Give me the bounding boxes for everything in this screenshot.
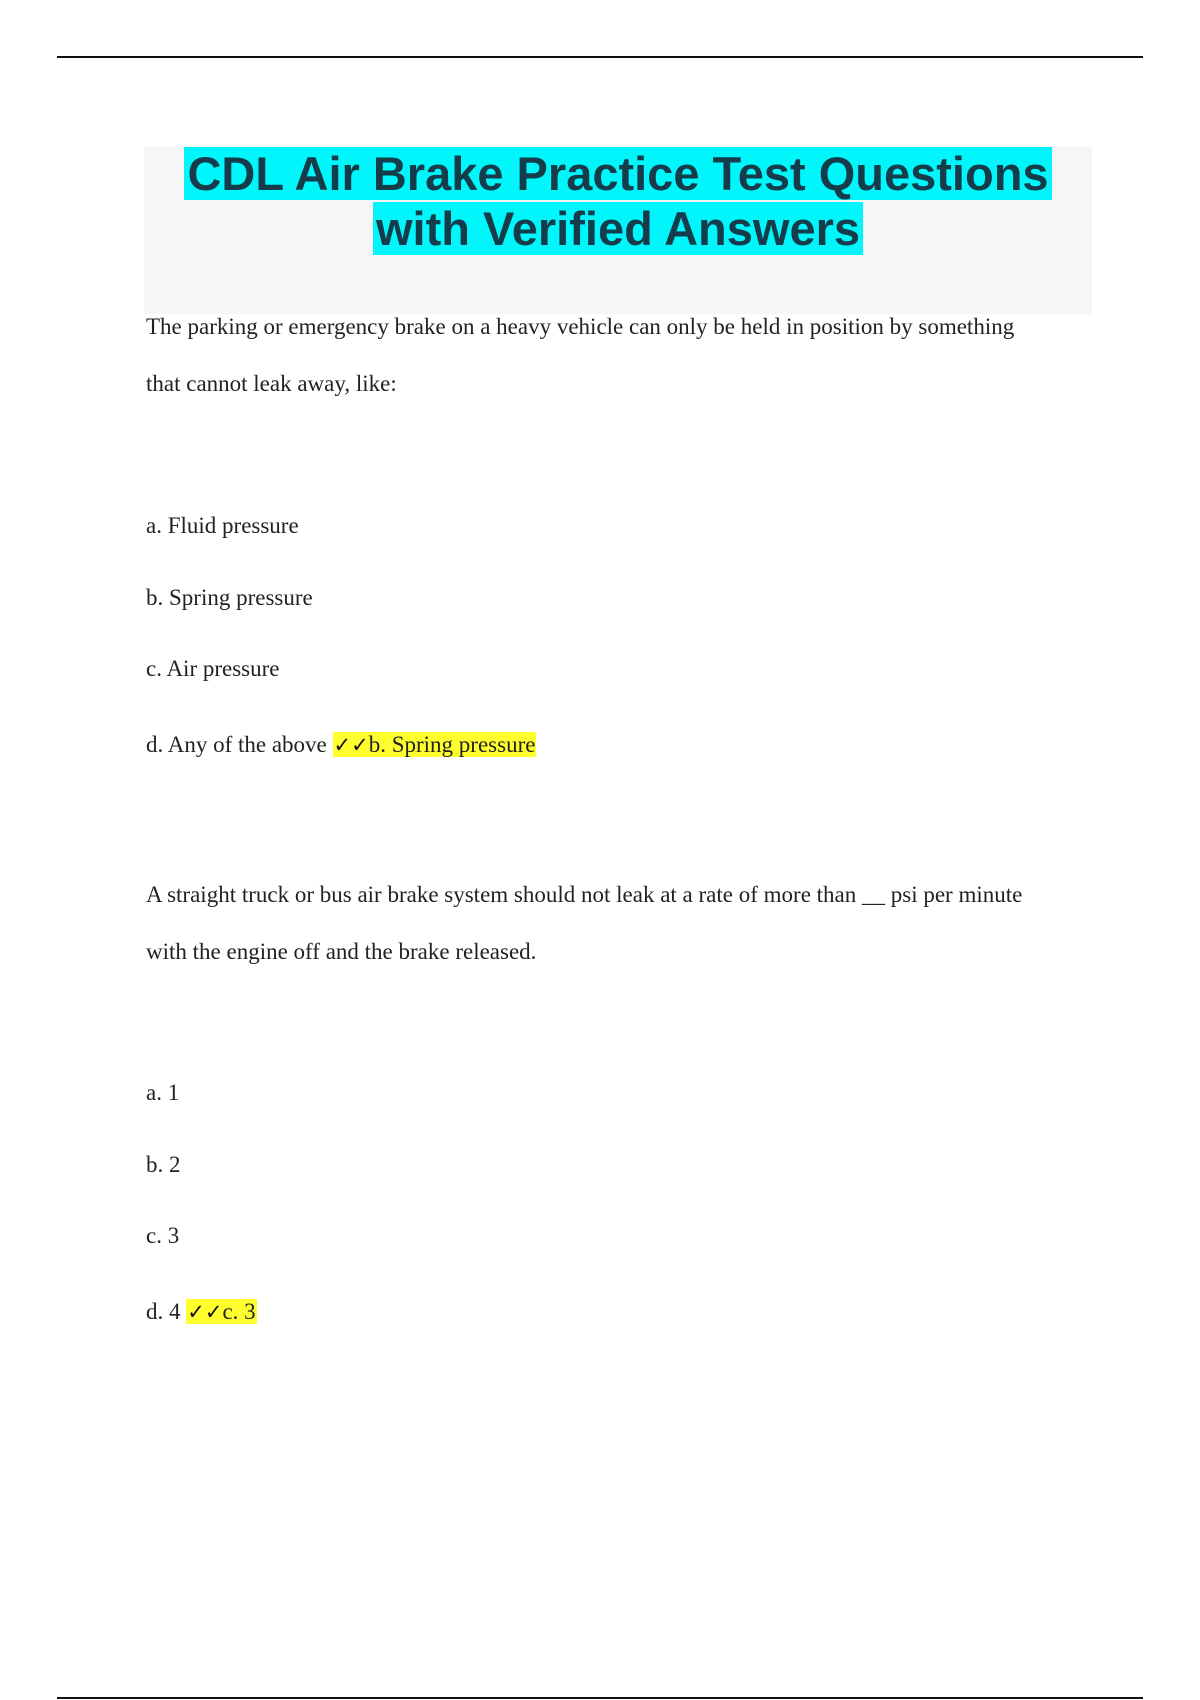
question-1-option-b: b. Spring pressure	[146, 585, 313, 610]
question-2-text-line-1: A straight truck or bus air brake system should not leak at a rate of more than __ psi per minute	[146, 882, 1023, 907]
question-2-option-d-row	[146, 1297, 257, 1327]
question-2-option-b: b. 2	[146, 1152, 181, 1177]
question-1-answer	[333, 732, 537, 757]
title-line-2: with Verified Answers	[373, 202, 863, 255]
title-banner	[144, 146, 1092, 314]
question-1-text-line-2: that cannot leak away, like:	[146, 371, 397, 396]
question-1-option-c: c. Air pressure	[146, 656, 280, 681]
question-1-option-d-row	[146, 730, 536, 760]
question-1-answer-text: b. Spring pressure	[368, 732, 536, 757]
question-2-text-line-2: with the engine off and the brake released.	[146, 939, 537, 964]
page-title	[144, 146, 1092, 256]
question-1-option-a: a. Fluid pressure	[146, 513, 299, 538]
double-check-icon: ✓✓	[187, 1300, 223, 1324]
question-2-option-a: a. 1	[146, 1080, 180, 1105]
question-1-option-d: d. Any of the above	[146, 732, 327, 757]
question-2-option-c: c. 3	[146, 1223, 180, 1248]
question-2-answer	[186, 1299, 256, 1324]
question-1-text-line-1: The parking or emergency brake on a heavy vehicle can only be held in position by something	[146, 314, 1015, 339]
question-2-answer-text: c. 3	[222, 1299, 256, 1324]
double-check-icon: ✓✓	[333, 733, 369, 757]
question-2-option-d: d. 4	[146, 1299, 181, 1324]
header-rule	[57, 56, 1143, 58]
footer-rule	[57, 1697, 1143, 1699]
title-line-1: CDL Air Brake Practice Test Questions	[184, 147, 1051, 200]
